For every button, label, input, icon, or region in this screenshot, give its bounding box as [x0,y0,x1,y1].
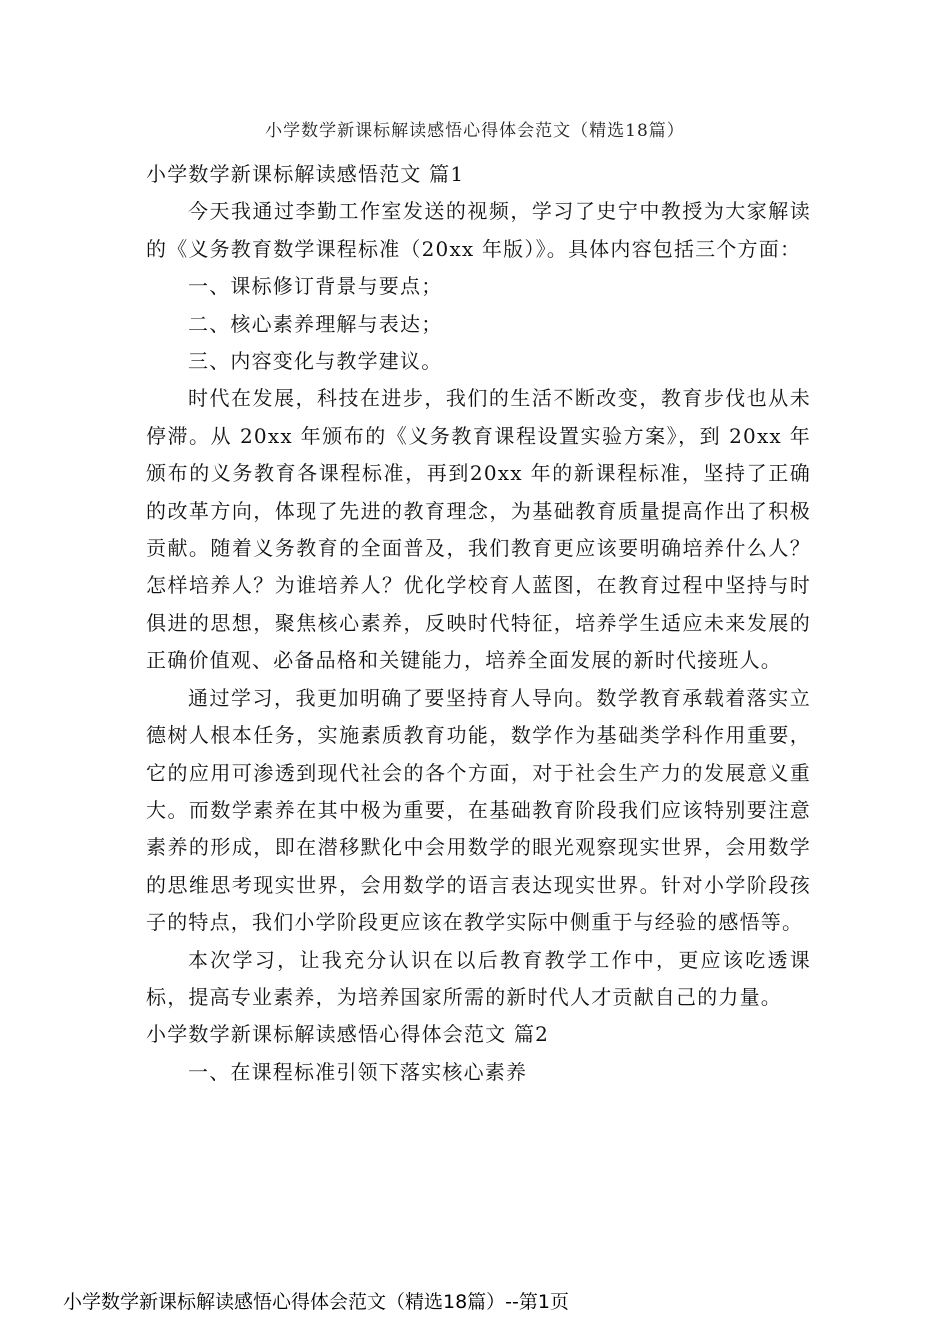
body-paragraph: 时代在发展，科技在进步，我们的生活不断改变，教育步伐也从未停滞。从 20xx 年颁布的《义务教育课程设置实验方案》，到 20xx 年颁布的义务教育各课程标准，再到20xx 年的新课程标准，坚持了正确的改革方向，体现了先进的教育理念，为基础教育质量提高作出了积极贡献。随着义务教育的全面普及，我们教育更应该要明确培养什么人？怎样培养人？为谁培养人？优化学校育人蓝图，在教育过程中坚持与时俱进的思想，聚焦核心素养，反映时代特征，培养学生适应未来发展的正确价值观、必备品格和关键能力，培养全面发展的新时代接班人。 [146,386,811,673]
list-item: 三、内容变化与教学建议。 [188,349,443,374]
body-paragraph: 今天我通过李勤工作室发送的视频，学习了史宁中教授为大家解读的《义务教育数学课程标准（20xx 年版）》。具体内容包括三个方面： [146,199,811,261]
body-paragraph: 本次学习，让我充分认识在以后教育教学工作中，更应该吃透课标，提高专业素养，为培养国家所需的新时代人才贡献自己的力量。 [146,947,811,1009]
section-heading: 小学数学新课标解读感悟范文 篇1 [146,162,465,186]
list-item: 二、核心素养理解与表达； [188,311,443,336]
page-footer: 小学数学新课标解读感悟心得体会范文（精选18篇）--第1页 [63,1291,569,1313]
subsection-heading: 一、在课程标准引领下落实核心素养 [188,1059,528,1084]
list-item: 一、课标修订背景与要点； [188,274,443,299]
document-body [146,156,811,1091]
section-heading: 小学数学新课标解读感悟心得体会范文 篇2 [146,1022,550,1047]
document-title: 小学数学新课标解读感悟心得体会范文（精选18篇） [265,121,685,141]
body-paragraph: 通过学习，我更加明确了要坚持育人导向。数学教育承载着落实立德树人根本任务，实施素质教育功能，数学作为基础类学科作用重要，它的应用可渗透到现代社会的各个方面，对于社会生产力的发展意义重大。而数学素养在其中极为重要，在基础教育阶段我们应该特别要注意素养的形成，即在潜移默化中会用数学的眼光观察现实世界，会用数学的思维思考现实世界，会用数学的语言表达现实世界。针对小学阶段孩子的特点，我们小学阶段更应该在教学实际中侧重于与经验的感悟等。 [146,685,811,935]
